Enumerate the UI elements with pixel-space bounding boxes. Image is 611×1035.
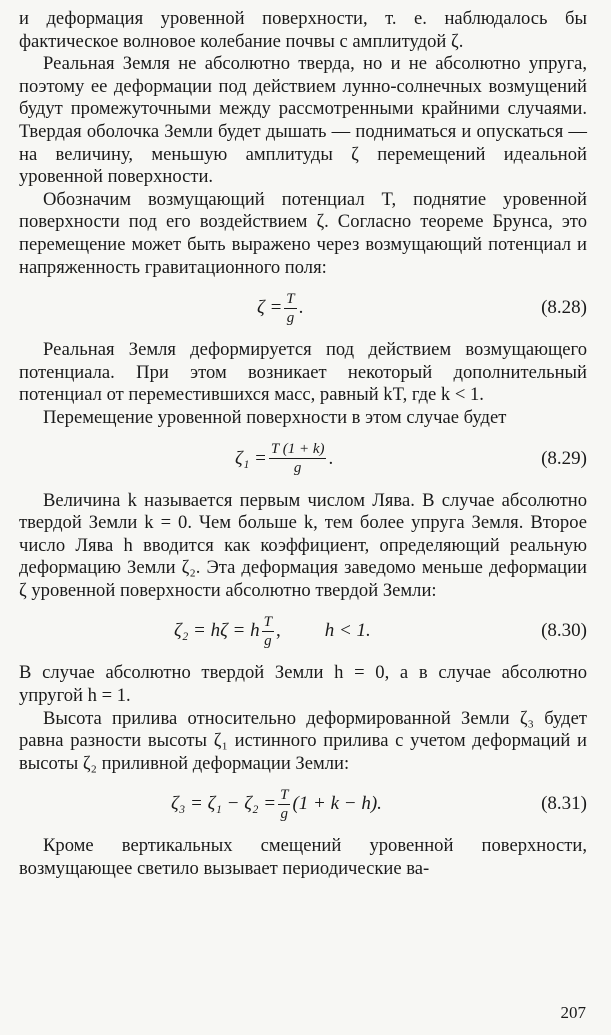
paragraph: В случае абсолютно твердой Земли h = 0, а в случае абсолютно упругой h = 1.	[19, 662, 587, 707]
fraction-numerator: T (1 + k)	[270, 441, 325, 457]
paragraph: Обозначим возмущающий потенциал T, поднятие уровенной поверхности под его воздействием ζ. Согласно теореме Брунса, это перемещение может быть выражено через возмущающий потенциал и напряженность гравитационного поля:	[19, 188, 587, 278]
fraction-numerator: T	[286, 290, 295, 307]
fraction-denominator: g	[264, 632, 272, 649]
equation-number: (8.29)	[541, 447, 587, 469]
equation-tail: (1 + k − h).	[292, 793, 382, 815]
paragraph: Реальная Земля не абсолютно тверда, но и не абсолютно упруга, поэтому ее деформации под действием лунно-солнечных возмущений будут промежуточными между рассмотренными крайними случаями. Твердая оболочка Земли будет дышать — подниматься и опускаться — на величину, меньшую амплитуды ζ перемещений идеальной уровенной поверхности.	[19, 53, 587, 188]
equation-condition: h < 1.	[324, 620, 371, 642]
fraction	[262, 613, 274, 650]
paragraph: Кроме вертикальных смещений уровенной поверхности, возмущающее светило вызывает периодические ва-	[19, 835, 587, 880]
fraction	[269, 440, 327, 477]
paragraph: и деформация уровенной поверхности, т. е. наблюдалось бы фактическое волновое колебание почвы с амплитудой ζ.	[19, 8, 587, 52]
paragraph: Перемещение уровенной поверхности в этом случае будет	[43, 406, 507, 428]
equation-tail: ,	[275, 620, 281, 642]
fraction-numerator: T	[280, 786, 289, 803]
paragraph: Высота прилива относительно деформированной Земли ζ₃ будет равна разности высоты ζ₁ истинного прилива с учетом деформаций и высоты ζ₂ приливной деформации Земли:	[19, 707, 587, 774]
equation-lhs: ζ₁ =	[235, 447, 267, 469]
fraction	[278, 786, 290, 823]
equation-lhs: ζ =	[257, 297, 283, 319]
paragraph: Реальная Земля деформируется под действием возмущающего потенциала. При этом возникает некоторый дополнительный потенциал от переместившихся масс, равный kT, где k < 1.	[19, 339, 587, 406]
page-number: 207	[560, 1003, 586, 1022]
equation-number: (8.31)	[541, 793, 587, 815]
fraction-denominator: g	[280, 805, 289, 822]
equation-8-29	[19, 434, 587, 484]
equation-number: (8.28)	[541, 297, 587, 319]
book-page	[19, 8, 587, 881]
equation-lhs: ζ₂ = hζ = h	[174, 620, 260, 642]
equation-8-30	[19, 606, 587, 656]
equation-tail: .	[328, 447, 334, 469]
equation-8-31	[19, 779, 587, 829]
fraction-denominator: g	[286, 309, 295, 326]
fraction-denominator: g	[293, 460, 302, 476]
equation-8-28	[19, 283, 587, 333]
equation-lhs: ζ₃ = ζ₁ − ζ₂ =	[171, 793, 277, 815]
equation-number: (8.30)	[541, 620, 587, 642]
fraction	[284, 290, 296, 327]
paragraph: Величина k называется первым числом Лява. В случае абсолютно твердой Земли k = 0. Чем больше k, тем более упруга Земля. Второе число Лява h вводится как коэффициент, определяющий реальную деформацию Земли ζ₂. Эта деформация заведомо меньше деформации ζ уровенной поверхности абсолютно твердой Земли:	[19, 489, 587, 601]
fraction-numerator: T	[263, 613, 272, 630]
equation-tail: .	[298, 297, 304, 319]
